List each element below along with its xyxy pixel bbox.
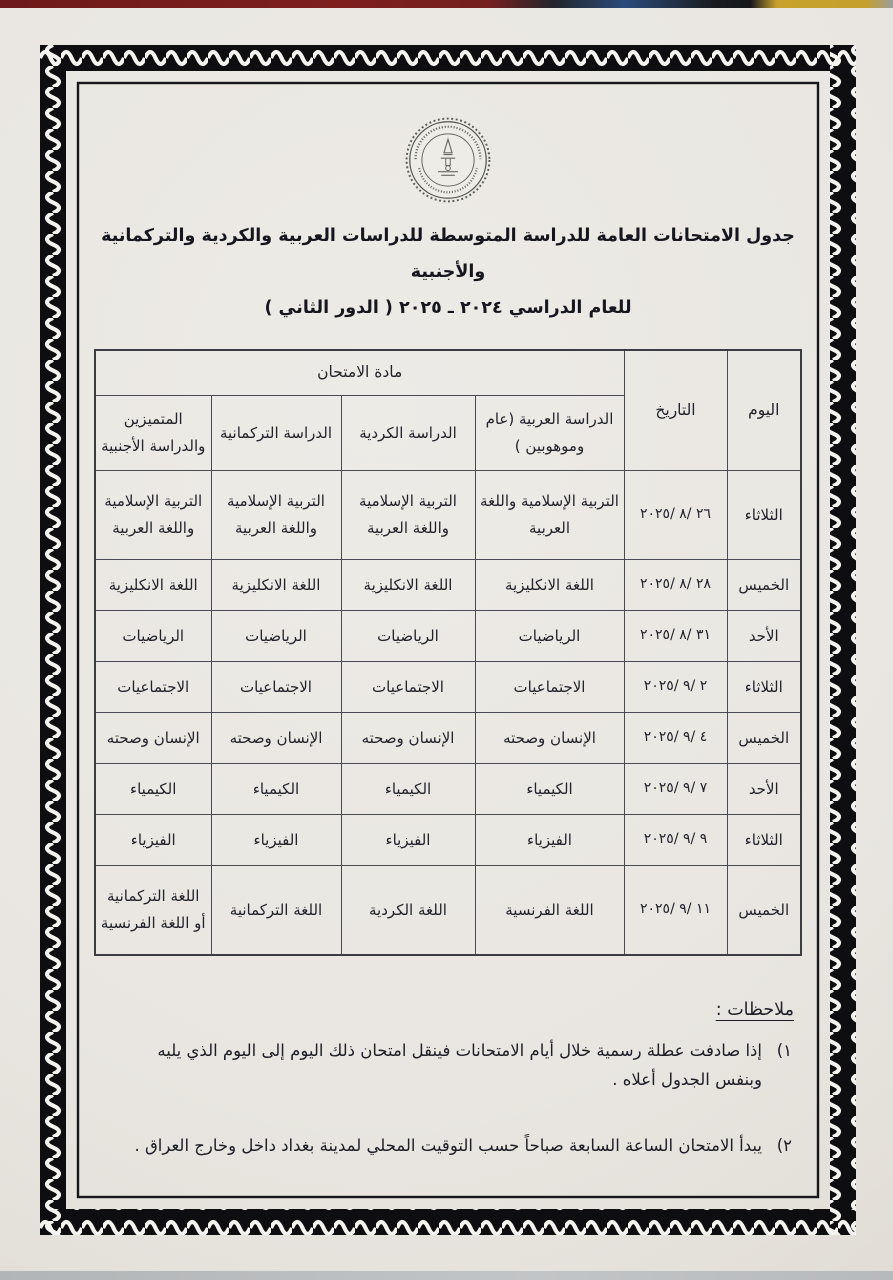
date-cell: ٢ /٩ /٢٠٢٥: [624, 661, 727, 712]
subject-cell: التربية الإسلامية واللغة العربية: [211, 470, 341, 559]
note-item-1: [110, 1036, 794, 1095]
date-cell: ٧ /٩ /٢٠٢٥: [624, 763, 727, 814]
subject-cell: الاجتماعيات: [475, 661, 624, 712]
logo-area: [94, 115, 802, 207]
date-cell: ٢٨ /٨ /٢٠٢٥: [624, 559, 727, 610]
decorative-border-frame: [40, 45, 856, 1235]
subject-cell: الاجتماعيات: [211, 661, 341, 712]
header-track-gifted-foreign: المتميزين والدراسة الأجنبية: [95, 395, 211, 470]
exam-schedule-table: [94, 349, 802, 956]
subject-cell: الكيمياء: [211, 763, 341, 814]
subject-cell: التربية الإسلامية واللغة العربية: [341, 470, 475, 559]
ministry-of-education-seal-icon: [403, 115, 493, 205]
subject-cell: الكيمياء: [95, 763, 211, 814]
title-line-1: جدول الامتحانات العامة للدراسة المتوسطة للدراسات العربية والكردية والتركمانية والأجنبية: [101, 226, 795, 282]
subject-cell: الكيمياء: [341, 763, 475, 814]
subject-cell: الكيمياء: [475, 763, 624, 814]
header-track-kurdish: الدراسة الكردية: [341, 395, 475, 470]
document-content: [94, 91, 802, 1189]
header-date: التاريخ: [624, 350, 727, 471]
table-row: [95, 865, 801, 955]
table-row: [95, 763, 801, 814]
subject-cell: الفيزياء: [95, 814, 211, 865]
note-text: إذا صادفت عطلة رسمية خلال أيام الامتحانات فينقل امتحان ذلك اليوم إلى اليوم الذي يليه وبنفس الجدول أعلاه .: [157, 1040, 762, 1090]
subject-cell: التربية الإسلامية واللغة العربية: [475, 470, 624, 559]
subject-cell: اللغة الانكليزية: [475, 559, 624, 610]
day-cell: الثلاثاء: [727, 814, 801, 865]
subject-cell: الاجتماعيات: [95, 661, 211, 712]
subject-cell: الإنسان وصحته: [475, 712, 624, 763]
subject-cell: اللغة الانكليزية: [341, 559, 475, 610]
note-text: يبدأ الامتحان الساعة السابعة صباحاً حسب التوقيت المحلي لمدينة بغداد داخل وخارج العراق .: [134, 1136, 762, 1155]
note-number: ١): [776, 1040, 792, 1060]
date-cell: ٢٦ /٨ /٢٠٢٥: [624, 470, 727, 559]
day-cell: الأحد: [727, 763, 801, 814]
table-row: [95, 559, 801, 610]
date-cell: ١١ /٩ /٢٠٢٥: [624, 865, 727, 955]
day-cell: الخميس: [727, 865, 801, 955]
photo-background-bottom-strip: [0, 1271, 893, 1280]
photo-background-top-strip: [0, 0, 893, 8]
subject-cell: الفيزياء: [475, 814, 624, 865]
day-cell: الثلاثاء: [727, 470, 801, 559]
header-track-turkmen: الدراسة التركمانية: [211, 395, 341, 470]
notes-heading: ملاحظات :: [715, 999, 794, 1020]
table-row: [95, 610, 801, 661]
subject-cell: الرياضيات: [341, 610, 475, 661]
table-row: [95, 814, 801, 865]
notes-section: [110, 1000, 794, 1161]
date-cell: ٣١ /٨ /٢٠٢٥: [624, 610, 727, 661]
document-title: [94, 219, 802, 327]
subject-cell: الرياضيات: [475, 610, 624, 661]
note-number: ٢): [776, 1136, 792, 1155]
subject-cell: الفيزياء: [211, 814, 341, 865]
date-cell: ٩ /٩ /٢٠٢٥: [624, 814, 727, 865]
day-cell: الخميس: [727, 559, 801, 610]
table-row: [95, 712, 801, 763]
subject-cell: اللغة الفرنسية: [475, 865, 624, 955]
header-track-arabic: الدراسة العربية (عام وموهوبين ): [475, 395, 624, 470]
subject-cell: اللغة التركمانية أو اللغة الفرنسية: [95, 865, 211, 955]
subject-cell: التربية الإسلامية واللغة العربية: [95, 470, 211, 559]
subject-cell: الإنسان وصحته: [95, 712, 211, 763]
subject-cell: اللغة التركمانية: [211, 865, 341, 955]
subject-cell: اللغة الانكليزية: [95, 559, 211, 610]
date-cell: ٤ /٩ /٢٠٢٥: [624, 712, 727, 763]
note-item-2: [110, 1131, 794, 1161]
subject-cell: الإنسان وصحته: [211, 712, 341, 763]
header-day: اليوم: [727, 350, 801, 471]
header-subject-group: مادة الامتحان: [95, 350, 624, 396]
subject-cell: الفيزياء: [341, 814, 475, 865]
subject-cell: الرياضيات: [211, 610, 341, 661]
day-cell: الثلاثاء: [727, 661, 801, 712]
day-cell: الأحد: [727, 610, 801, 661]
subject-cell: الرياضيات: [95, 610, 211, 661]
day-cell: الخميس: [727, 712, 801, 763]
subject-cell: الإنسان وصحته: [341, 712, 475, 763]
subject-cell: اللغة الانكليزية: [211, 559, 341, 610]
subject-cell: اللغة الكردية: [341, 865, 475, 955]
title-line-2: للعام الدراسي ٢٠٢٤ ـ ٢٠٢٥ ( الدور الثاني ): [264, 297, 632, 318]
table-row: [95, 661, 801, 712]
table-row: [95, 470, 801, 559]
subject-cell: الاجتماعيات: [341, 661, 475, 712]
